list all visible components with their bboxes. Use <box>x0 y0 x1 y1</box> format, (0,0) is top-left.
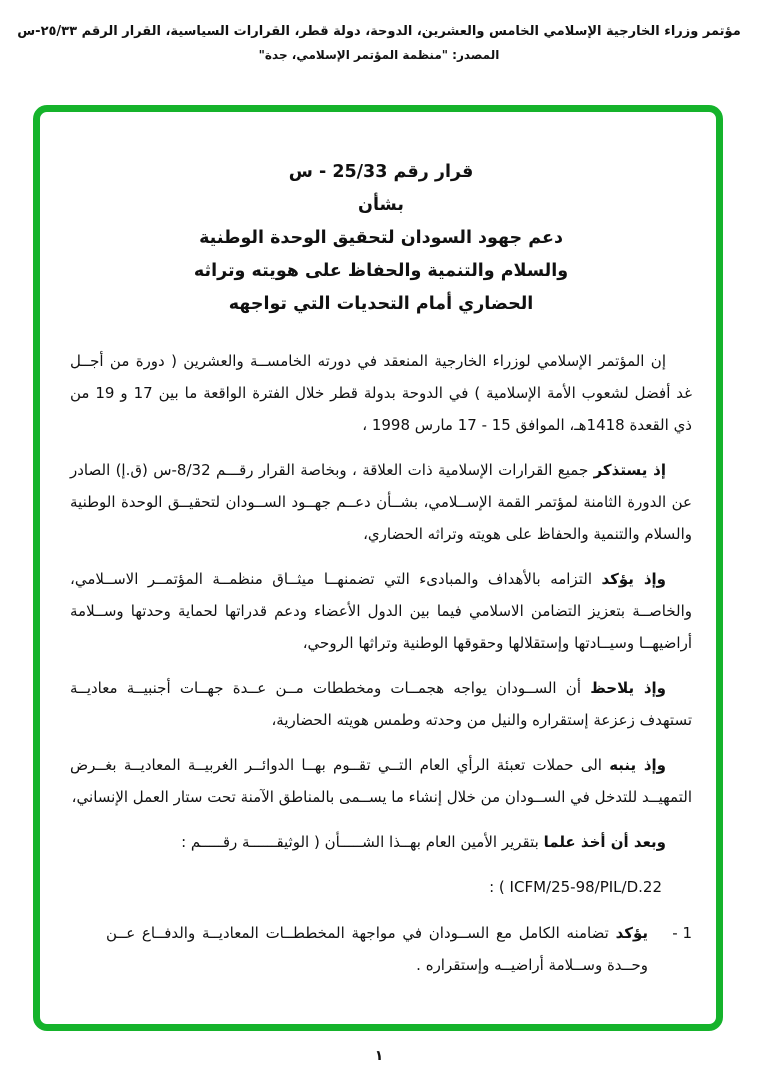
header-source-line: المصدر: "منظمة المؤتمر الإسلامي، جدة" <box>258 48 500 62</box>
title-regarding-line: بشأن <box>358 195 404 215</box>
document-header <box>0 24 758 62</box>
item-lead: يؤكد <box>615 924 648 942</box>
title-subject-line-2: والسلام والتنمية والحفاظ على هويته وتراثه <box>193 261 569 281</box>
affirming-paragraph <box>70 563 692 659</box>
document-reference-number: ICFM/25-98/PIL/D.22 ) : <box>489 878 662 896</box>
paragraph-text: أن الســودان يواجه هجمــات ومخططات مــن عــدة جهــات أجنبيــة معاديــة تستهدف زعزعة إستقراره والنيل من وحدته وطمس هويته الحضارية، <box>70 679 692 729</box>
paragraph-text: إن المؤتمر الإسلامي لوزراء الخارجية المنعقد في دورته الخامســة والعشرين ( دورة من أجــل غد أفضل لشعوب الأمة الإسلامية ) في الدوحة بدولة قطر خلال الفترة الواقعة ما بين 17 و 19 من ذي القعدة 1418هـ، الموافق 15 - 17 مارس 1998 ، <box>70 352 693 434</box>
item-text-block <box>70 917 648 981</box>
paragraph-lead: وبعد أن أخذ علما <box>543 833 666 851</box>
title-subject-line-3: الحضاري أمام التحديات التي تواجهه <box>228 294 534 314</box>
paragraph-lead: وإذ ينبه <box>609 756 666 774</box>
resolution-number-line: قرار رقم 25/33 - س <box>288 162 474 182</box>
item-number: 1 - <box>672 924 692 942</box>
header-title-line: مؤتمر وزراء الخارجية الإسلامي الخامس والعشرين، الدوحة، دولة قطر، القرارات السياسية، القرار الرقم ٢٥/٣٣-س <box>17 24 741 39</box>
taking-note-paragraph <box>70 826 692 858</box>
preamble-paragraph <box>70 345 692 441</box>
resolution-title-block <box>70 156 692 321</box>
paragraph-text: التزامه بالأهداف والمبادىء التي تضمنهــا ميثــاق منظمــة المؤتمــر الاســلامي، والخاصــة بتعزيز التضامن الاسلامي فيما بين الدول الأعضاء ودعم قدراتها لحماية وحدتها وســلامة أراضيهــا وسيــادتها وإستقلالها وحقوقها الوطنية وتراثها الروحي، <box>70 570 692 652</box>
recalling-paragraph <box>70 454 692 550</box>
paragraph-text: بتقرير الأمين العام بهــذا الشـــــأن ( الوثيقــــــة رقـــــم : <box>181 833 539 851</box>
paragraph-lead: وإذ يؤكد <box>601 570 666 588</box>
paragraph-lead: إذ يستذكر <box>593 461 666 479</box>
item-text: تضامنه الكامل مع الســودان في مواجهة المخططــات المعاديــة والدفــاع عــن وحــدة وســلامة أراضيــه وإستقراره . <box>106 924 648 974</box>
resolution-body <box>70 345 692 981</box>
operative-item-1 <box>70 917 692 981</box>
noting-paragraph <box>70 672 692 736</box>
page-number: ١ <box>374 1048 384 1064</box>
paragraph-text: الى حملات تعبئة الرأي العام التــي تقــوم بهــا الدوائــر الغربيــة المعاديــة بغــرض التمهيــد للتدخل في الســودان من خلال إنشاء ما يســمى بالمناطق الآمنة تحت ستار العمل الإنساني، <box>70 756 692 806</box>
paragraph-lead: وإذ يلاحظ <box>590 679 666 697</box>
paragraph-text: جميع القرارات الإسلامية ذات العلاقة ، وبخاصة القرار رقـــم 8/32-س (ق.إ) الصادر عن الدورة الثامنة لمؤتمر القمة الإســلامي، بشــأن دعــم جهــود الســودان لتحقيــق الوحدة الوطنية والسلام والتنمية والحفاظ على هويته وتراثه الحضاري، <box>70 461 692 543</box>
alerting-paragraph <box>70 749 692 813</box>
document-frame <box>33 105 723 1031</box>
title-subject-line-1: دعم جهود السودان لتحقيق الوحدة الوطنية <box>199 228 563 248</box>
